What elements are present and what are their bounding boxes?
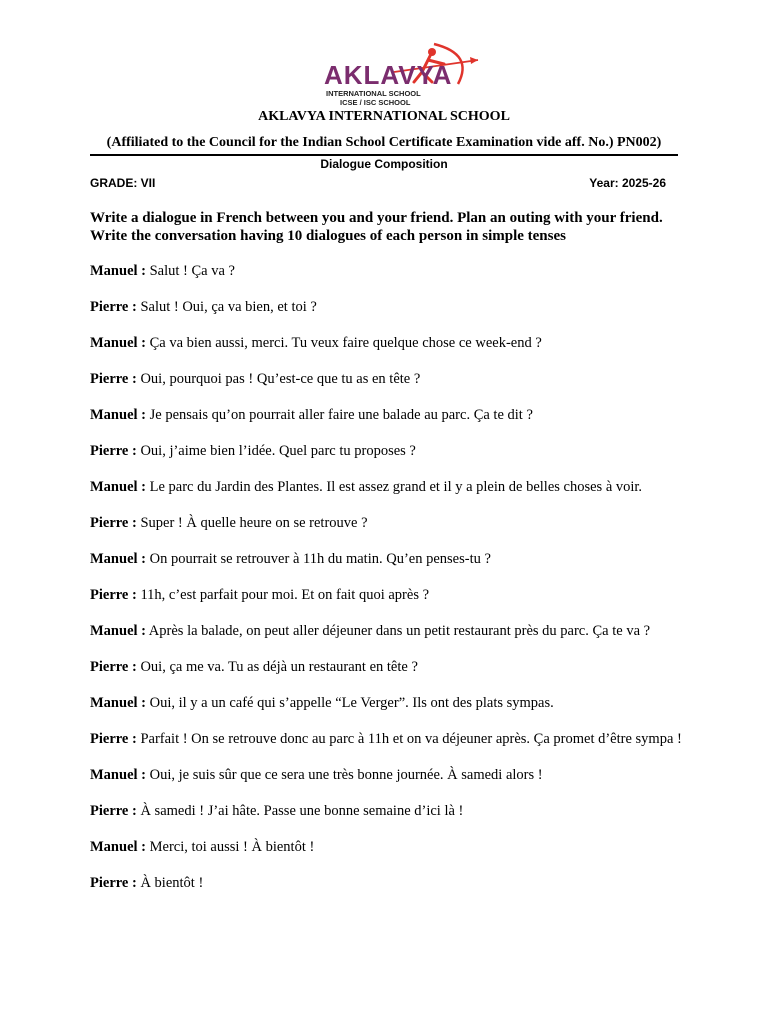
- dialogue-line: [90, 515, 682, 532]
- archer-logo-icon: [282, 38, 482, 110]
- dialogue-text: Après la balade, on peut aller déjeuner dans un petit restaurant près du parc. Ça te va ?: [145, 623, 651, 639]
- dialogue-line: [90, 767, 682, 784]
- dialogue-line: [90, 695, 682, 712]
- dialogue-line: [90, 407, 682, 424]
- dialogue-text: Oui, pourquoi pas ! Qu’est-ce que tu as en tête ?: [136, 371, 421, 387]
- logo-line1-text: INTERNATIONAL SCHOOL: [326, 89, 421, 98]
- dialogue-line: [90, 587, 682, 604]
- dialogue-line: [90, 479, 682, 496]
- dialogue-line: [90, 659, 682, 676]
- header-divider: [90, 154, 678, 156]
- speaker-name: Manuel :: [90, 767, 146, 783]
- speaker-name: Manuel :: [90, 551, 146, 567]
- dialogue-text: Oui, je suis sûr que ce sera une très bonne journée. À samedi alors !: [145, 767, 543, 783]
- dialogue-text: À samedi ! J’ai hâte. Passe une bonne semaine d’ici là !: [136, 803, 464, 819]
- speaker-name: Manuel :: [90, 263, 146, 279]
- speaker-name: Manuel :: [90, 839, 146, 855]
- dialogue-text: Salut ! Oui, ça va bien, et toi ?: [136, 299, 317, 315]
- dialogue-text: Le parc du Jardin des Plantes. Il est assez grand et il y a plein de belles choses à voir.: [145, 479, 643, 495]
- dialogue-line: [90, 623, 682, 640]
- dialogue-line: [90, 299, 682, 316]
- dialogue-line: [90, 263, 682, 280]
- speaker-name: Pierre :: [90, 587, 137, 603]
- dialogue-text: Parfait ! On se retrouve donc au parc à 11h et on va déjeuner après. Ça promet d’être sympa !: [136, 731, 682, 747]
- dialogue-line: [90, 875, 682, 892]
- dialogue-line: [90, 839, 682, 856]
- document-title: Dialogue Composition: [320, 157, 448, 171]
- arrowhead-shape: [470, 57, 478, 64]
- affiliation-text: (Affiliated to the Council for the Indian School Certificate Examination vide aff. No.) PN002): [106, 135, 662, 150]
- dialogue-text: 11h, c’est parfait pour moi. Et on fait quoi après ?: [136, 587, 430, 603]
- speaker-name: Pierre :: [90, 515, 137, 531]
- dialogue-line: [90, 731, 682, 748]
- dialogue-text: Oui, il y a un café qui s’appelle “Le Verger”. Ils ont des plats sympas.: [145, 695, 554, 711]
- dialogue-text: Salut ! Ça va ?: [145, 263, 235, 279]
- speaker-name: Manuel :: [90, 479, 146, 495]
- year-label: Year: 2025-26: [589, 176, 666, 190]
- grade-label: GRADE: VII: [90, 176, 156, 190]
- dialogue-line: [90, 335, 682, 352]
- dialogue-line: [90, 803, 682, 820]
- speaker-name: Pierre :: [90, 443, 137, 459]
- speaker-name: Manuel :: [90, 407, 146, 423]
- speaker-name: Pierre :: [90, 299, 137, 315]
- dialogue-text: Merci, toi aussi ! À bientôt !: [145, 839, 315, 855]
- dialogue-text: Je pensais qu’on pourrait aller faire une balade au parc. Ça te dit ?: [145, 407, 533, 423]
- speaker-name: Manuel :: [90, 623, 146, 639]
- speaker-name: Pierre :: [90, 731, 137, 747]
- dialogue-text: On pourrait se retrouver à 11h du matin. Qu’en penses-tu ?: [145, 551, 491, 567]
- dialogue-text: Oui, j’aime bien l’idée. Quel parc tu proposes ?: [136, 443, 416, 459]
- dialogue-line: [90, 443, 682, 460]
- instructions-text: Write a dialogue in French between you and your friend. Plan an outing with your friend. Write the conversation having 10 dialogues of each person in simple tenses: [90, 210, 663, 244]
- logo-brand-text: AKLAVYA: [324, 60, 453, 90]
- speaker-name: Pierre :: [90, 659, 137, 675]
- dialogue-text: Oui, ça me va. Tu as déjà un restaurant en tête ?: [136, 659, 418, 675]
- logo-line2-text: ICSE / ISC SCHOOL: [340, 98, 411, 107]
- dialogue-text: Ça va bien aussi, merci. Tu veux faire quelque chose ce week-end ?: [145, 335, 542, 351]
- dialogue-list: [90, 263, 682, 911]
- speaker-name: Pierre :: [90, 875, 137, 891]
- dialogue-text: Super ! À quelle heure on se retrouve ?: [136, 515, 368, 531]
- speaker-name: Pierre :: [90, 803, 137, 819]
- dialogue-line: [90, 371, 682, 388]
- speaker-name: Manuel :: [90, 335, 146, 351]
- dialogue-line: [90, 551, 682, 568]
- school-name-heading: AKLAVYA INTERNATIONAL SCHOOL: [258, 109, 510, 124]
- speaker-name: Manuel :: [90, 695, 146, 711]
- speaker-name: Pierre :: [90, 371, 137, 387]
- school-logo: [282, 38, 482, 110]
- dialogue-text: À bientôt !: [136, 875, 204, 891]
